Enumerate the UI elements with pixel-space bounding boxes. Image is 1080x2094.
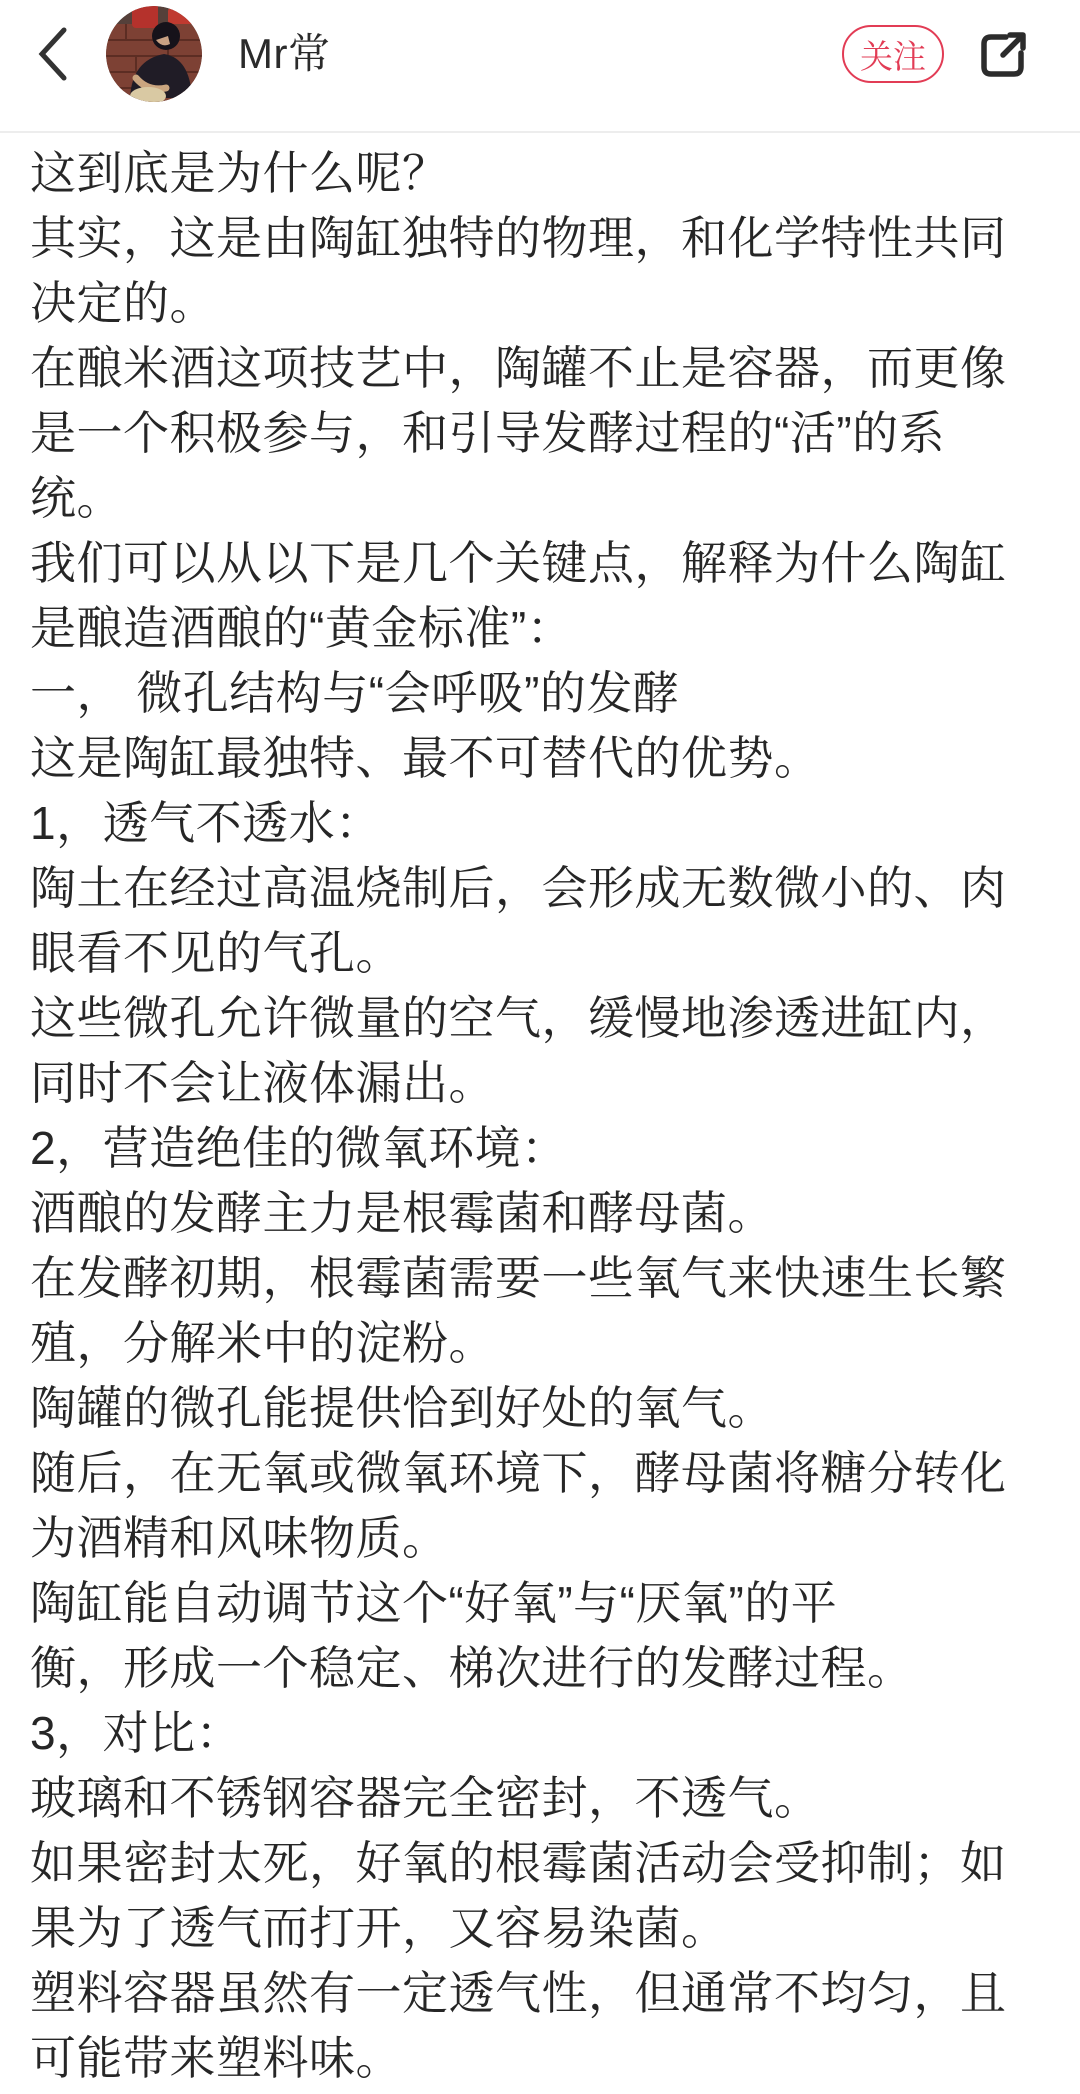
post-text-line: 这到底是为什么呢？	[30, 147, 449, 199]
post-text-line: 随后，在无氧或微氧环境下，酵母菌将糖分转化	[30, 1447, 1007, 1499]
post-text-line: 3，对比：	[30, 1707, 243, 1759]
avatar-photo	[106, 6, 202, 102]
chevron-left-icon	[34, 26, 70, 82]
post-text-line: 玻璃和不锈钢容器完全密封，不透气。	[30, 1772, 821, 1824]
post-text-line: 2，营造绝佳的微氧环境：	[30, 1122, 568, 1174]
post-text-line: 如果密封太死，好氧的根霉菌活动会受抑制；如	[30, 1837, 1007, 1889]
post-text-line: 1，透气不透水：	[30, 797, 382, 849]
post-text-line: 果为了透气而打开，又容易染菌。	[30, 1902, 728, 1954]
share-export-icon	[976, 28, 1030, 82]
post-text-line: 这些微孔允许微量的空气，缓慢地渗透进缸内，	[30, 992, 1007, 1044]
post-text-line: 一， 微孔结构与“会呼吸”的发酵	[30, 667, 680, 719]
post-text-line: 眼看不见的气孔。	[30, 927, 402, 979]
post-text-line: 陶罐的微孔能提供恰到好处的氧气。	[30, 1382, 774, 1434]
post-body	[30, 141, 1050, 2091]
post-text-line: 陶缸能自动调节这个“好氧”与“厌氧”的平	[30, 1577, 838, 1629]
post-text-line: 殖，分解米中的淀粉。	[30, 1317, 495, 1369]
share-button[interactable]	[976, 28, 1030, 82]
post-text-line: 其实，这是由陶缸独特的物理，和化学特性共同	[30, 212, 1007, 264]
post-text-line: 是一个积极参与，和引导发酵过程的“活”的系	[30, 407, 946, 459]
follow-button-label: 关注	[860, 37, 926, 75]
post-text-line: 决定的。	[30, 277, 216, 329]
post-text-line: 在酿米酒这项技艺中，陶罐不止是容器，而更像	[30, 342, 1007, 394]
back-button[interactable]	[34, 26, 70, 82]
follow-button[interactable]	[842, 25, 944, 83]
avatar[interactable]	[106, 6, 202, 102]
post-text-line: 陶土在经过高温烧制后，会形成无数微小的、肉	[30, 862, 1007, 914]
post-text-line: 是酿造酒酿的“黄金标准”：	[30, 602, 574, 654]
post-text-line: 在发酵初期，根霉菌需要一些氧气来快速生长繁	[30, 1252, 1007, 1304]
post-text-line: 为酒精和风味物质。	[30, 1512, 449, 1564]
post-text-line: 这是陶缸最独特、最不可替代的优势。	[30, 732, 821, 784]
top-bar	[0, 0, 1080, 133]
post-text-line: 统。	[30, 472, 123, 524]
post-text-line: 塑料容器虽然有一定透气性，但通常不均匀，且	[30, 1967, 1007, 2019]
username[interactable]: Mr常	[238, 30, 331, 77]
post-text-line: 可能带来塑料味。	[30, 2032, 402, 2084]
post-text-line: 酒酿的发酵主力是根霉菌和酵母菌。	[30, 1187, 774, 1239]
post-text-line: 同时不会让液体漏出。	[30, 1057, 495, 1109]
post-text-line: 我们可以从以下是几个关键点，解释为什么陶缸	[30, 537, 1007, 589]
post-text-line: 衡，形成一个稳定、梯次进行的发酵过程。	[30, 1642, 914, 1694]
